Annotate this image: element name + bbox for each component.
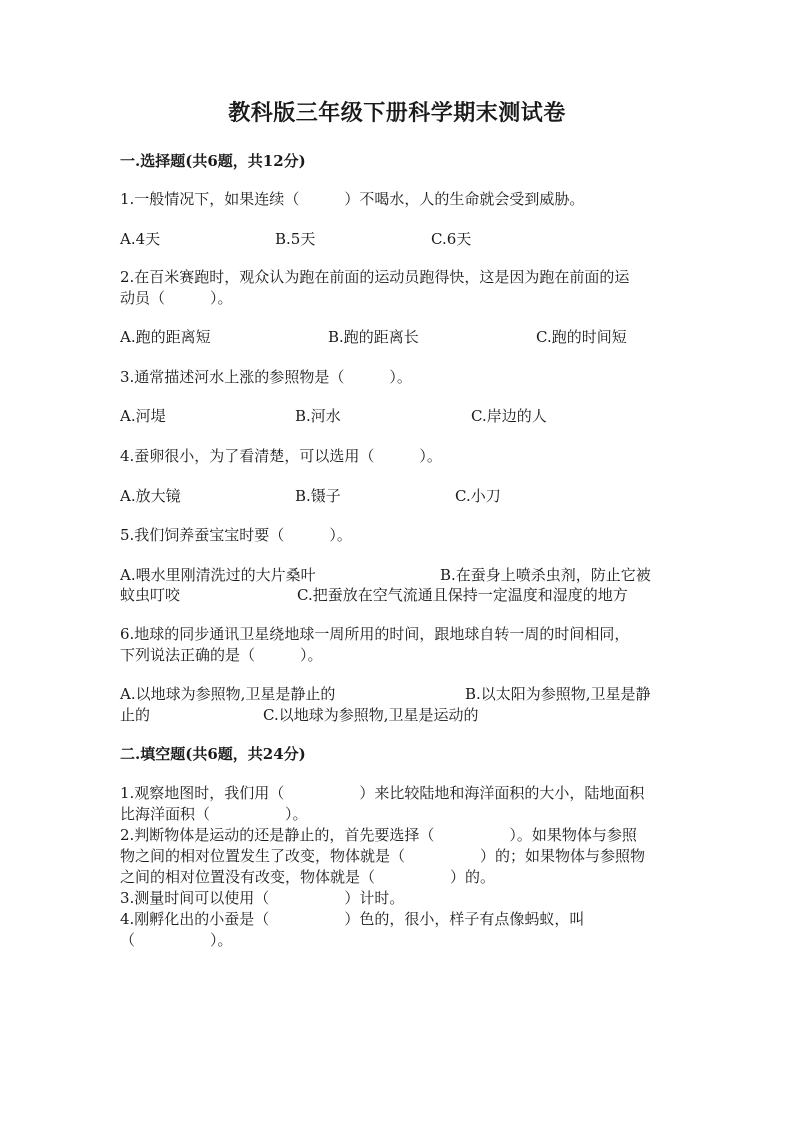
question-text: 动员（ ）。 bbox=[120, 289, 233, 307]
option-b: B.河水 bbox=[295, 407, 341, 425]
option-a: A.以地球为参照物,卫星是静止的 bbox=[120, 685, 336, 703]
option-c: C.6天 bbox=[431, 230, 472, 248]
question-text: 1.观察地图时，我们用（ ）来比较陆地和海洋面积的大小，陆地面积 bbox=[120, 784, 645, 802]
option-c: C.小刀 bbox=[455, 487, 501, 505]
question-text: 4.蚕卵很小，为了看清楚，可以选用（ ）。 bbox=[120, 447, 442, 465]
question-text: 4.刚孵化出的小蚕是（ ）色的，很小，样子有点像蚂蚁，叫 bbox=[120, 910, 585, 928]
option-b: B.跑的距离长 bbox=[328, 328, 419, 346]
option-a: A.放大镜 bbox=[120, 487, 181, 505]
question-text: 1.一般情况下，如果连续（ ）不喝水，人的生命就会受到威胁。 bbox=[120, 190, 585, 208]
question-text: 6.地球的同步通讯卫星绕地球一周所用的时间，跟地球自转一周的时间相同， bbox=[120, 625, 630, 643]
question-text: 之间的相对位置没有改变，物体就是（ ）的。 bbox=[120, 868, 496, 886]
question-text: 比海洋面积（ ）。 bbox=[120, 805, 308, 823]
question-text: 3.通常描述河水上涨的参照物是（ ）。 bbox=[120, 368, 412, 386]
option-b: B.5天 bbox=[275, 230, 316, 248]
question-text: （ ）。 bbox=[120, 931, 233, 949]
page-title: 教科版三年级下册科学期末测试卷 bbox=[228, 100, 566, 126]
option-c: C.把蚕放在空气流通且保持一定温度和湿度的地方 bbox=[297, 586, 628, 604]
option-c: C.岸边的人 bbox=[471, 407, 547, 425]
section-heading-choice: 一.选择题(共6题，共12分) bbox=[120, 152, 306, 170]
option-a: A.喂水里刚清洗过的大片桑叶 bbox=[120, 566, 316, 584]
option-c: C.以地球为参照物,卫星是运动的 bbox=[263, 706, 479, 724]
option-b: B.在蚕身上喷杀虫剂，防止它被 bbox=[440, 566, 651, 584]
option-a: A.4天 bbox=[120, 230, 161, 248]
option-c: C.跑的时间短 bbox=[536, 328, 627, 346]
question-text: 2.在百米赛跑时，观众认为跑在前面的运动员跑得快，这是因为跑在前面的运 bbox=[120, 268, 630, 286]
section-heading-fill: 二.填空题(共6题，共24分) bbox=[120, 745, 306, 763]
option-b-continued: 蚊虫叮咬 bbox=[120, 586, 181, 604]
question-text: 物之间的相对位置发生了改变，物体就是（ ）的；如果物体与参照物 bbox=[120, 847, 646, 865]
question-text: 3.测量时间可以使用（ ）计时。 bbox=[120, 889, 405, 907]
option-a: A.河堤 bbox=[120, 407, 166, 425]
option-b-continued: 止的 bbox=[120, 706, 151, 724]
question-text: 5.我们饲养蚕宝宝时要（ ）。 bbox=[120, 526, 352, 544]
option-b: B.镊子 bbox=[295, 487, 341, 505]
option-b: B.以太阳为参照物,卫星是静 bbox=[465, 685, 651, 703]
option-a: A.跑的距离短 bbox=[120, 328, 211, 346]
question-text: 2.判断物体是运动的还是静止的，首先要选择（ ）。如果物体与参照 bbox=[120, 826, 637, 844]
question-text: 下列说法正确的是（ ）。 bbox=[120, 646, 323, 664]
